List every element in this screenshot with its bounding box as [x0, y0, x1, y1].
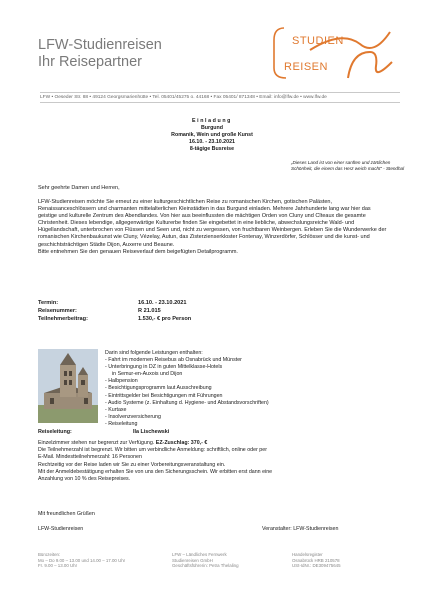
booking-terms: [38, 440, 390, 483]
terms-line: Die Teilnehmerzahl ist begrenzt. Wir bitten um verbindliche Anmeldung: schriftlich, online oder per: [38, 447, 267, 454]
footer-line: Geschäftsführerin: Petra Thelaling: [172, 563, 239, 569]
terms-single-room: Einzelzimmer stehen nur begrenzt zur Verfügung.: [38, 440, 156, 446]
terms-line: Anzahlung von 10 % des Reisepreises.: [38, 476, 131, 483]
footer-company: [172, 552, 239, 569]
logo-word-reisen: REISEN: [284, 61, 328, 73]
fact-value: R 21.015: [138, 307, 161, 314]
service-item: in Semur-en-Auxois und Dijon: [112, 371, 183, 378]
logo-mark: lfw: [396, 82, 398, 83]
terms-line: Mit der Anmeldebestätigung erhalten Sie von uns den Sicherungsschein. Wir erbitten erst dann eine: [38, 468, 273, 475]
footer-line: USt-IdNr.: DE309475645: [292, 563, 341, 569]
fact-row: [38, 308, 191, 316]
logo-word-studien: STUDIEN: [292, 35, 344, 47]
fact-row: [38, 300, 191, 308]
footer-office-hours: [38, 552, 125, 569]
terms-line: [38, 440, 390, 447]
service-item: - Fahrt im modernen Reisebus ab Osnabrück und Münster: [105, 357, 242, 364]
fact-label: Teilnehmerbeitrag:: [38, 315, 88, 322]
terms-line: E-Mail. Mindestteilnehmerzahl: 16 Personen: [38, 454, 142, 461]
service-item: - Halbpension: [105, 378, 138, 385]
footer-line: LFW – Ländliches Fernwerk: [172, 552, 227, 557]
service-item: - Besichtigungsprogramm laut Ausschreibung: [105, 385, 212, 392]
invitation-tour-type: 8-tägige Busreise: [189, 146, 235, 152]
letter-paragraph: LFW-Studienreisen möchte Sie erneut zu einer kulturgeschichtlichen Reise zu romanischen Kirchen, gotischen Palästen, Renaissanceschlössern und charmanten mittelalterlichen Kleinstädten in das Burgund einladen. Mehrere Jahrhunderte lang war hier das geistige und kulturelle Zentrum des Abendlandes. Von hier aus beeinflussten die mächtigen Orden von Cluny und Cîteaux die gesamte Christenheit. Dieses lebendige, allgegenwärtige Kulturerbe finden Sie eingebettet in eine liebliche, abwechslungsreiche Wald- und Hügellandschaft, unterbrochen von Flüssen und Seen und, nicht zu vergessen, von fruchtbaren Weinbergen. Erleben Sie die Wunderwerke der romanischen Kirchenbaukunst wie Cluny, Vézelay, Autun, das Zisterzienserkloster Fontenay, Winzerdörfer, Schlösser und die kunst- und geschichtsträchtigen Städte Dijon, Auxerre und Beaune.: [38, 199, 387, 248]
header-title: [38, 37, 162, 71]
title-line-2: Ihr Reisepartner: [38, 54, 142, 70]
organizer-name: Veranstalter: LFW-Studienreisen: [262, 526, 339, 532]
footer-line: Fr. 9.00 – 13.00 Uhr: [38, 563, 78, 569]
service-item: - Eintrittsgelder bei Besichtigungen mit Führungen: [105, 392, 223, 399]
contact-bar: LFW • Oeseder Str. 88 • 49124 Georgsmarienhütte • Tel. 05401/45275 o. 44168 • Fax 05401/ 871348 • Email: info@lfw.de • www.lfw.de: [40, 92, 400, 103]
service-item: - Kurtaxe: [105, 406, 127, 413]
invitation-destination: Burgund: [200, 125, 224, 131]
footer-line: Mo – Do 9.00 – 13.00 und 14.00 – 17.00 Uhr: [38, 557, 126, 563]
fact-row: [38, 316, 191, 324]
fact-value: 1.530,- € pro Person: [138, 315, 192, 322]
services-intro: Darin sind folgende Leistungen enthalten:: [105, 350, 203, 356]
fact-label: Termin:: [38, 300, 59, 306]
terms-line: Rechtzeitig vor der Reise laden wir Sie zu einer Vorbereitungsveranstaltung ein.: [38, 461, 226, 468]
church-photo: [38, 349, 98, 423]
stendhal-quote: „Dieses Land ist von einer sanften und zärtlichen Schönheit, die einem das Herz weich macht“ - Stendhal: [291, 160, 405, 171]
fact-value: 16.10. - 23.10.2021: [138, 300, 187, 306]
service-item: - Insolvenzversicherung: [105, 413, 161, 420]
invitation-block: [0, 118, 424, 153]
invitation-dates: 16.10. - 23.10.2021: [189, 139, 235, 145]
service-item: - Reiseleitung: [105, 420, 138, 427]
footer-line: Osnabrück HRB 210578: [292, 557, 340, 563]
footer-line: Studienreisen GmbH: [172, 557, 213, 563]
tour-lead: [38, 429, 170, 435]
service-item: - Audio Systeme (z. Einhaltung d. Hygiene- und Abstandsvorschriften): [105, 399, 269, 406]
closing-greeting: Mit freundlichen Grüßen: [38, 511, 95, 517]
invitation-subtitle: Romanik, Wein und große Kunst: [171, 132, 253, 138]
service-item: - Unterbringung in DZ in guten Mittelklasse-Hotels: [105, 364, 223, 371]
tour-lead-name: Ila Lischewski: [133, 429, 170, 435]
trip-facts: [38, 300, 191, 323]
title-line-1: LFW-Studienreisen: [38, 37, 162, 53]
letter-closing-line: Bitte entnehmen Sie den genauen Reiseverlauf dem beigefügten Detailprogramm.: [38, 248, 238, 255]
terms-single-supplement: EZ-Zuschlag: 370,- €: [155, 440, 208, 446]
letter-body: [38, 199, 390, 256]
sender-name: LFW-Studienreisen: [38, 526, 84, 532]
invitation-heading: Einladung: [192, 118, 232, 124]
letter-salutation: Sehr geehrte Damen und Herren,: [38, 185, 120, 191]
company-logo: [270, 22, 400, 84]
footer-line: Bürozeiten:: [38, 552, 61, 557]
footer-register: [292, 552, 341, 569]
footer-line: Handelsregister: [292, 552, 323, 557]
fact-label: Reisenummer:: [38, 307, 77, 314]
tour-lead-label: Reiseleitung:: [38, 429, 72, 435]
services-list: [105, 350, 269, 428]
